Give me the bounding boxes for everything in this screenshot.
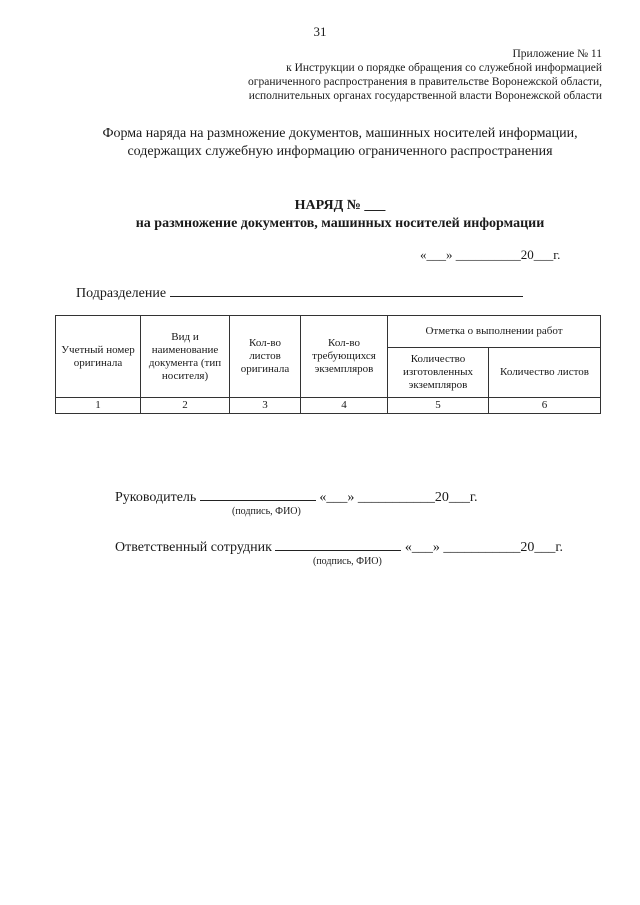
- header-copies-required: Кол-во требующихся экземпляров: [301, 316, 388, 398]
- form-title-line: содержащих служебную информацию ограниченного распространения: [127, 144, 553, 159]
- responsible-signature-row: [115, 538, 563, 556]
- column-number: 3: [230, 398, 301, 414]
- column-number: 4: [301, 398, 388, 414]
- column-number: 2: [141, 398, 230, 414]
- appendix-header: [248, 47, 602, 103]
- appendix-line: к Инструкции о порядке обращения со служебной информацией: [286, 62, 602, 74]
- column-number: 6: [489, 398, 601, 414]
- head-caption: (подпись, ФИО): [232, 506, 301, 517]
- order-date: «___» __________20___г.: [420, 247, 561, 262]
- responsible-label: Ответственный сотрудник: [115, 540, 272, 555]
- page-number: 31: [313, 24, 327, 39]
- order-subtitle: на размножение документов, машинных носителей информации: [135, 216, 545, 231]
- form-title-line: Форма наряда на размножение документов, машинных носителей информации,: [102, 126, 578, 141]
- department-label: Подразделение: [76, 286, 167, 301]
- header-original-sheets: Кол-во листов оригинала: [230, 316, 301, 398]
- head-signature-field[interactable]: [200, 488, 316, 501]
- column-number: 1: [56, 398, 141, 414]
- responsible-signature-field[interactable]: [275, 538, 401, 551]
- column-number: 5: [388, 398, 489, 414]
- order-heading: [0, 197, 640, 233]
- header-copies-made: Количество изготовленных экземпляров: [388, 348, 489, 398]
- header-original-number: Учетный номер оригинала: [56, 316, 141, 398]
- header-work-mark: Отметка о выполнении работ: [388, 316, 601, 348]
- order-table: [55, 315, 601, 414]
- appendix-line: исполнительных органах государственной власти Воронежской области: [248, 90, 602, 102]
- form-title: [0, 125, 640, 161]
- header-sheets-count: Количество листов: [489, 348, 601, 398]
- department-row: [76, 284, 523, 302]
- header-document-type: Вид и наименование документа (тип носителя): [141, 316, 230, 398]
- department-field[interactable]: [170, 284, 523, 297]
- order-title: НАРЯД № ___: [294, 198, 386, 213]
- appendix-number: Приложение № 11: [512, 48, 602, 60]
- responsible-date: «___» ___________20___г.: [404, 540, 564, 555]
- head-date: «___» ___________20___г.: [319, 490, 478, 505]
- responsible-caption: (подпись, ФИО): [313, 556, 382, 567]
- head-signature-row: [115, 488, 477, 506]
- appendix-line: ограниченного распространения в правительстве Воронежской области,: [248, 76, 602, 88]
- head-label: Руководитель: [115, 490, 197, 505]
